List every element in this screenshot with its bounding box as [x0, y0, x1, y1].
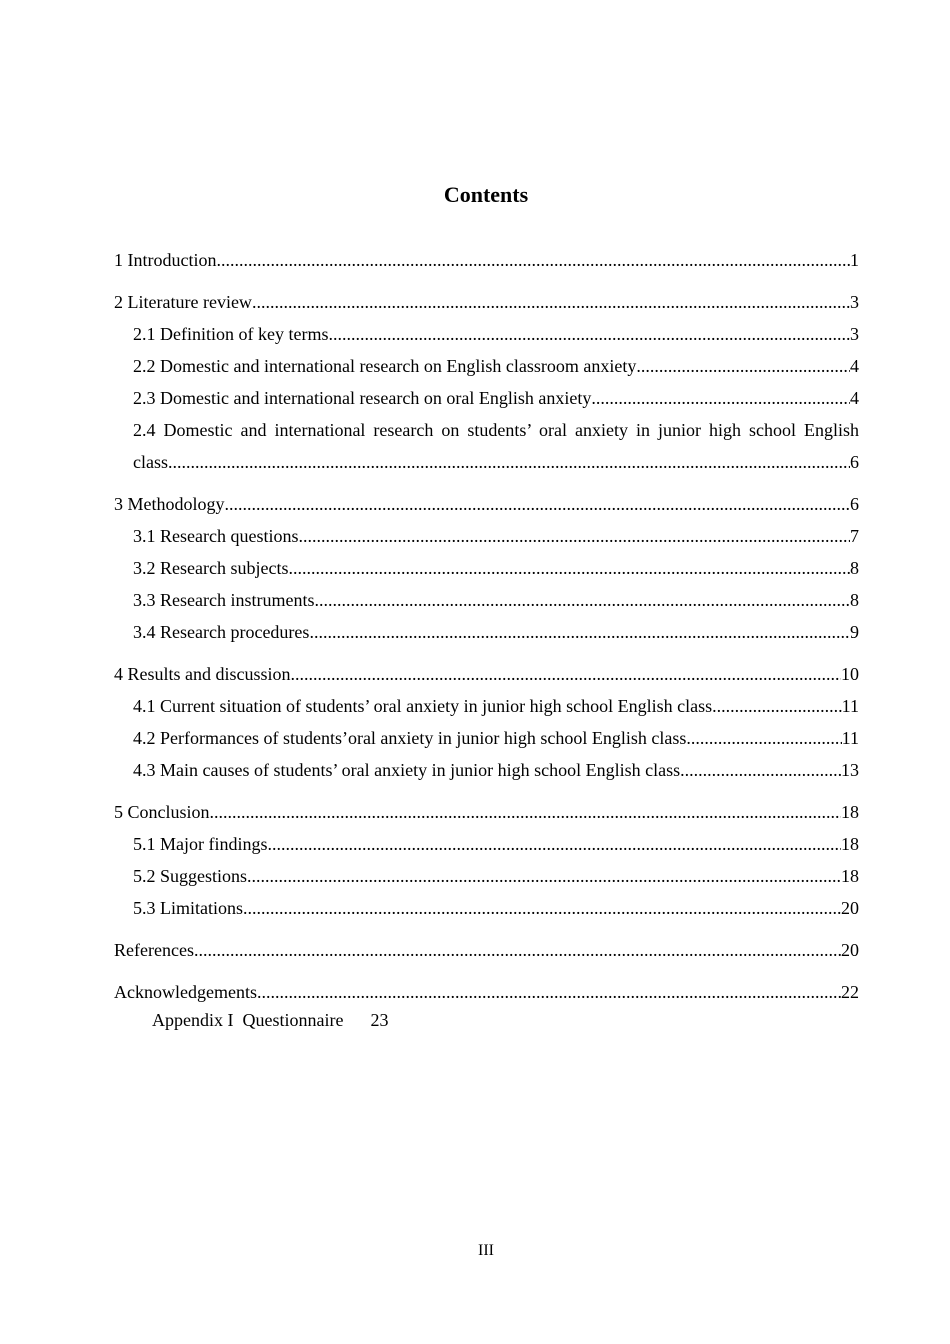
- toc-entry-label: 5.1 Major findings: [133, 834, 268, 854]
- toc-entry-methodology[interactable]: [114, 488, 859, 520]
- toc-entry-page: 8: [850, 558, 859, 578]
- page-number: III: [478, 1242, 494, 1259]
- toc-dot-leader: [636, 350, 850, 382]
- toc-entry-2-2[interactable]: [114, 350, 859, 382]
- page-title: Contents: [443, 182, 529, 207]
- toc-entry-page: 11: [841, 696, 859, 716]
- toc-dot-leader: [168, 446, 850, 478]
- toc-entry-page: 13: [841, 760, 859, 780]
- toc-entry-label: 2.1 Definition of key terms: [133, 324, 329, 344]
- toc-entry-3-3[interactable]: [114, 584, 859, 616]
- toc-entry-page: 4: [850, 356, 859, 376]
- toc-entry-literature-review[interactable]: [114, 286, 859, 318]
- toc-entry-appendix[interactable]: [152, 1006, 388, 1034]
- toc-entry-page: 6: [850, 452, 859, 472]
- table-of-contents: [114, 244, 859, 1008]
- toc-entry-page: 18: [841, 834, 859, 854]
- toc-entry-label: 2 Literature review: [114, 292, 252, 312]
- toc-entry-label: 1 Introduction: [114, 250, 217, 270]
- toc-entry-page: 7: [850, 526, 859, 546]
- toc-entry-label: 3 Methodology: [114, 494, 225, 514]
- toc-dot-leader: [298, 520, 850, 552]
- toc-entry-page: 1: [850, 250, 859, 270]
- toc-entry-page: 18: [841, 802, 859, 822]
- toc-entry-label: 4.3 Main causes of students’ oral anxiety in junior high school English class: [133, 760, 681, 780]
- toc-dot-leader: [210, 796, 841, 828]
- toc-entry-label: 2.2 Domestic and international research on English classroom anxiety: [133, 356, 637, 376]
- toc-entry-5-1[interactable]: [114, 828, 859, 860]
- toc-entry-4-2[interactable]: [114, 722, 859, 754]
- toc-dot-leader: [328, 318, 850, 350]
- appendix-page: 23: [370, 1010, 389, 1030]
- toc-entry-label: class: [133, 452, 168, 472]
- toc-entry-results-and-discussion[interactable]: [114, 658, 859, 690]
- toc-dot-leader: [243, 892, 841, 924]
- toc-dot-leader: [268, 828, 842, 860]
- toc-entry-label: 3.2 Research subjects: [133, 558, 289, 578]
- toc-entry-3-2[interactable]: [114, 552, 859, 584]
- toc-entry-page: 11: [841, 728, 859, 748]
- toc-entry-label: 5.3 Limitations: [133, 898, 243, 918]
- toc-dot-leader: [194, 934, 841, 966]
- toc-dot-leader: [712, 690, 842, 722]
- toc-entry-label: 4.2 Performances of students’oral anxiety in junior high school English class: [133, 728, 687, 748]
- toc-entry-page: 18: [841, 866, 859, 886]
- toc-entry-2-3[interactable]: [114, 382, 859, 414]
- toc-entry-2-1[interactable]: [114, 318, 859, 350]
- toc-entry-label: 3.4 Research procedures: [133, 622, 310, 642]
- toc-entry-label: 3.3 Research instruments: [133, 590, 315, 610]
- toc-dot-leader: [225, 488, 851, 520]
- toc-entry-label: Acknowledgements: [114, 982, 257, 1002]
- appendix-label: Appendix I Questionnaire: [152, 1010, 344, 1030]
- toc-entry-page: 22: [841, 982, 859, 1002]
- toc-dot-leader: [257, 976, 841, 1008]
- toc-entry-acknowledgements[interactable]: [114, 976, 859, 1008]
- toc-entry-page: 10: [841, 664, 859, 684]
- toc-dot-leader: [247, 860, 841, 892]
- toc-entry-page: 9: [850, 622, 859, 642]
- toc-entry-4-3[interactable]: [114, 754, 859, 786]
- toc-entry-2-4[interactable]: [114, 446, 859, 478]
- toc-entry-4-1[interactable]: [114, 690, 859, 722]
- toc-entry-2-4-line1[interactable]: 2.4 Domestic and international research on students’ oral anxiety in junior high school English: [133, 420, 859, 440]
- toc-dot-leader: [314, 584, 850, 616]
- toc-entry-page: 3: [850, 292, 859, 312]
- toc-dot-leader: [680, 754, 841, 786]
- toc-entry-references[interactable]: [114, 934, 859, 966]
- toc-dot-leader: [216, 244, 850, 276]
- toc-dot-leader: [686, 722, 841, 754]
- toc-entry-label: References: [114, 940, 194, 960]
- toc-entry-5-2[interactable]: [114, 860, 859, 892]
- toc-entry-3-4[interactable]: [114, 616, 859, 648]
- toc-dot-leader: [309, 616, 850, 648]
- toc-entry-page: 3: [850, 324, 859, 344]
- toc-entry-3-1[interactable]: [114, 520, 859, 552]
- toc-entry-page: 4: [850, 388, 859, 408]
- toc-entry-label: 4.1 Current situation of students’ oral anxiety in junior high school English class: [133, 696, 713, 716]
- toc-entry-label: 3.1 Research questions: [133, 526, 299, 546]
- toc-entry-conclusion[interactable]: [114, 796, 859, 828]
- toc-entry-label: 2.3 Domestic and international research on oral English anxiety: [133, 388, 592, 408]
- toc-entry-label: 5 Conclusion: [114, 802, 210, 822]
- toc-entry-5-3[interactable]: [114, 892, 859, 924]
- toc-dot-leader: [252, 286, 850, 318]
- toc-dot-leader: [591, 382, 850, 414]
- toc-entry-label: 5.2 Suggestions: [133, 866, 248, 886]
- toc-entry-page: 8: [850, 590, 859, 610]
- toc-entry-label: 4 Results and discussion: [114, 664, 291, 684]
- toc-entry-page: 20: [841, 940, 859, 960]
- toc-entry-introduction[interactable]: [114, 244, 859, 276]
- toc-entry-page: 6: [850, 494, 859, 514]
- toc-dot-leader: [288, 552, 850, 584]
- toc-dot-leader: [291, 658, 841, 690]
- toc-entry-page: 20: [841, 898, 859, 918]
